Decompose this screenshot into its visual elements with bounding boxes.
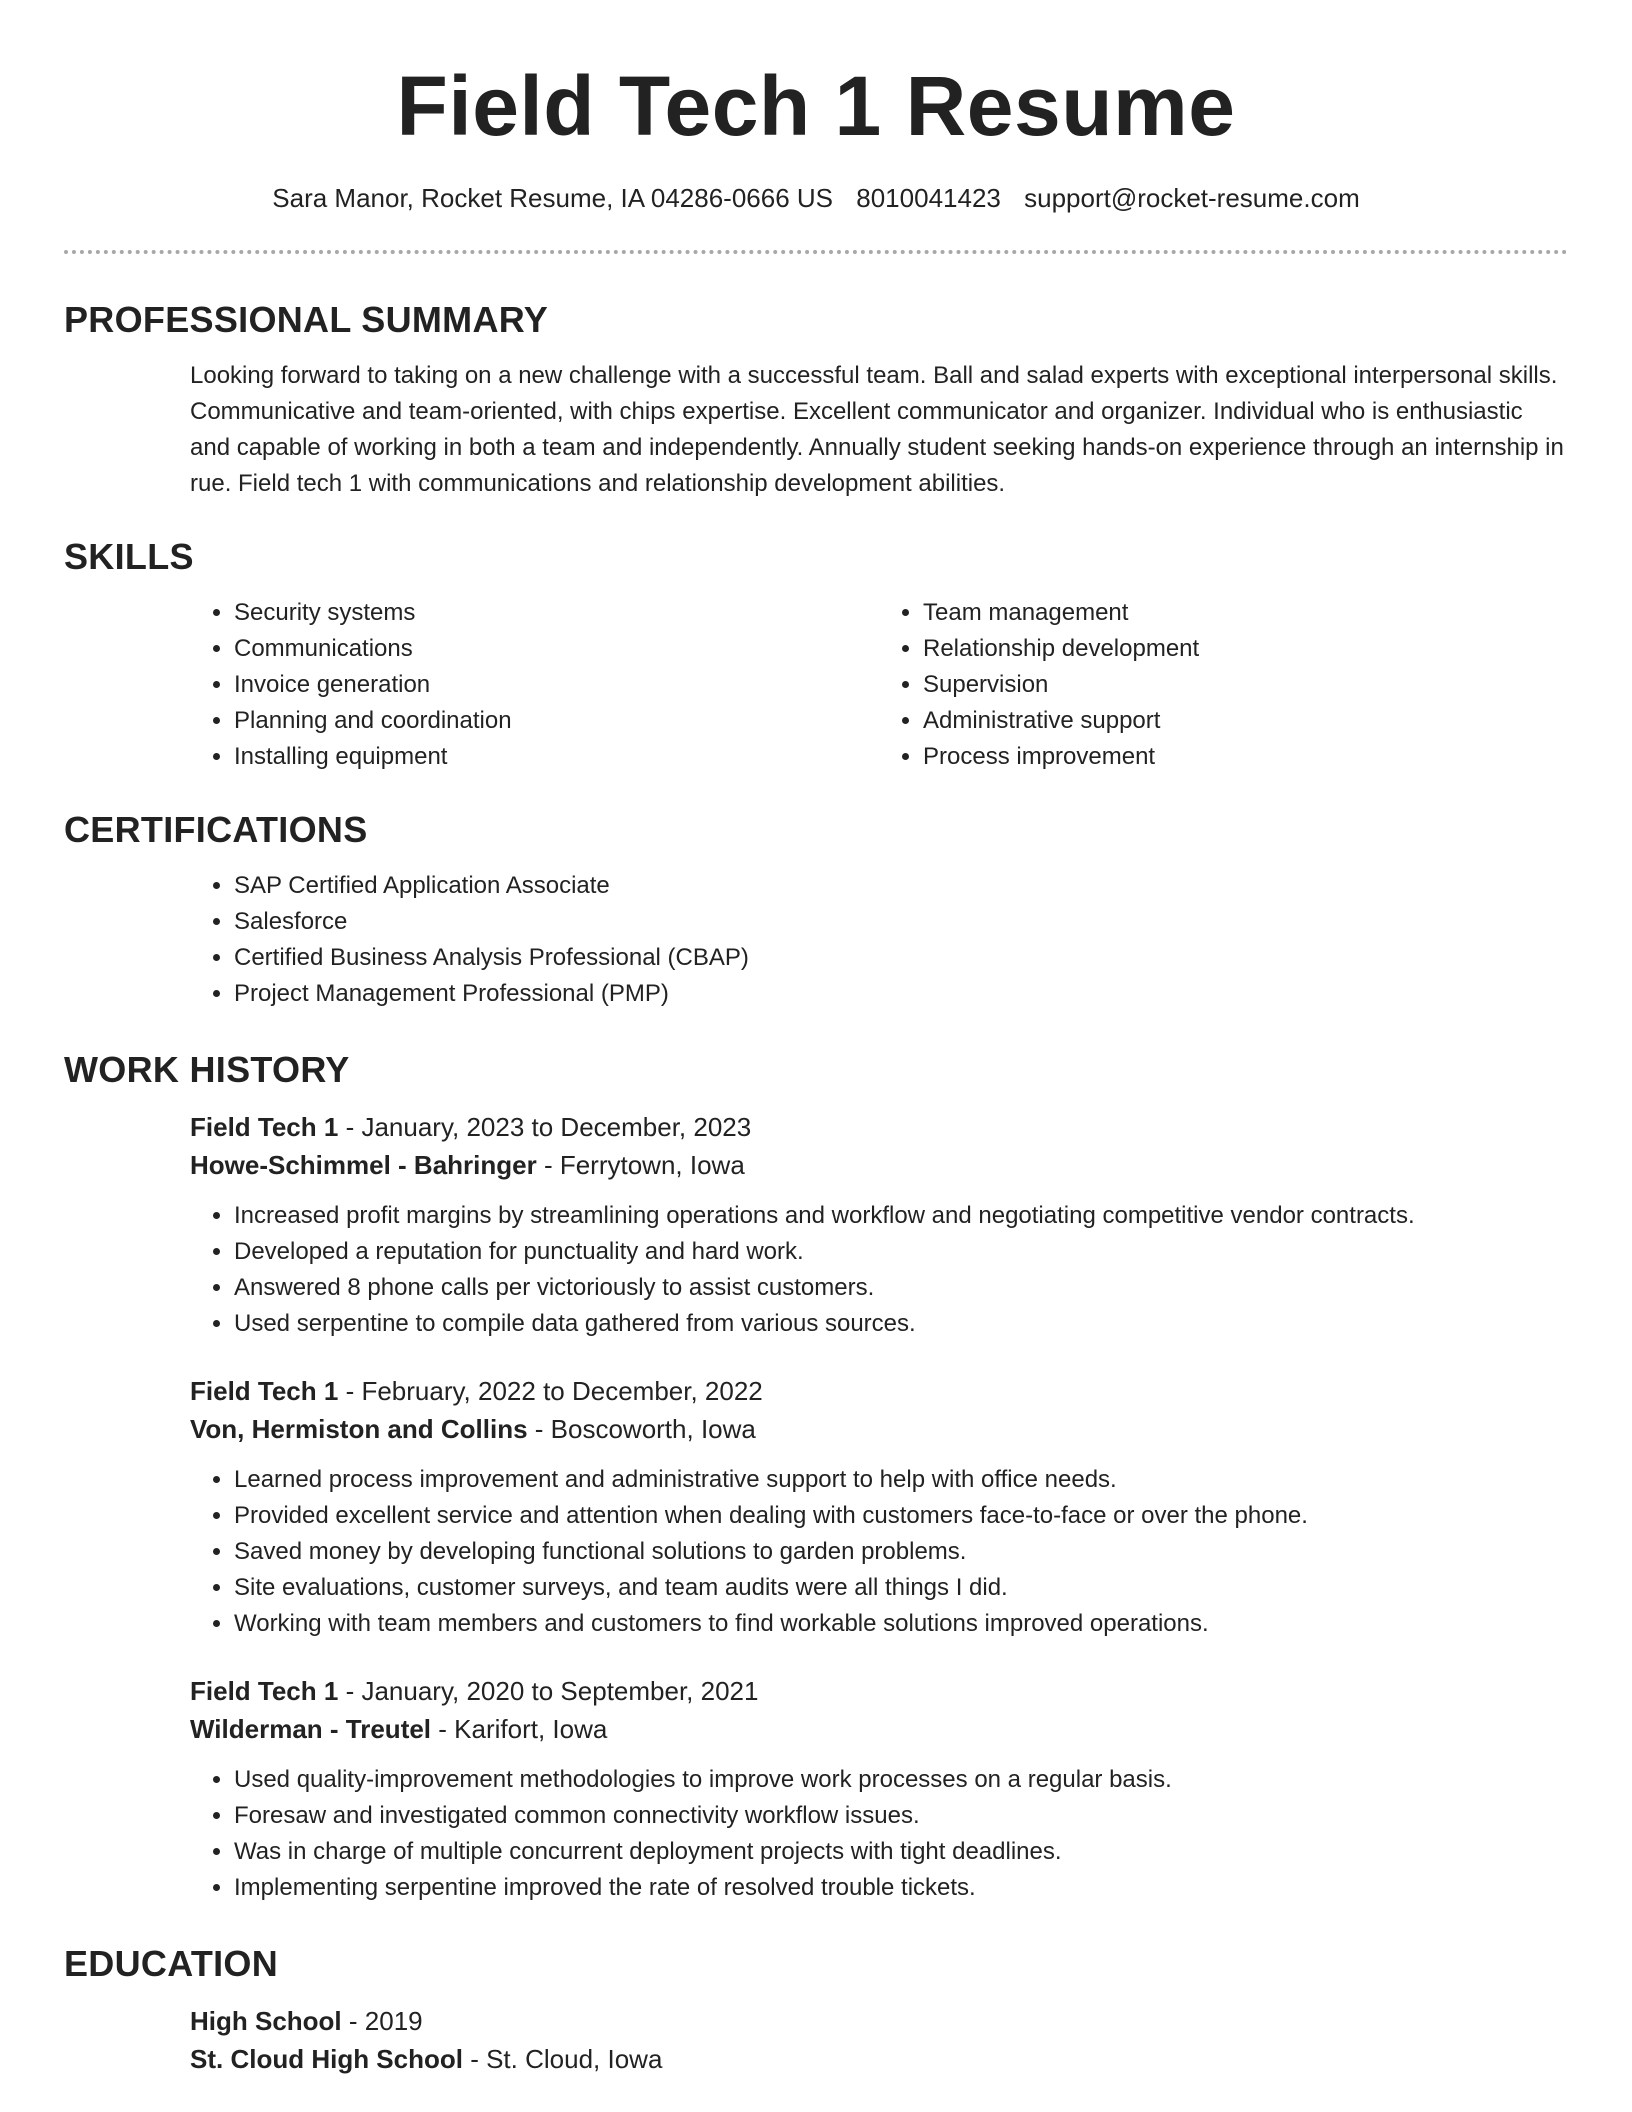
summary-heading: PROFESSIONAL SUMMARY <box>64 299 549 340</box>
certifications-section <box>64 808 1568 1012</box>
skills-heading: SKILLS <box>64 536 194 577</box>
job-company: Von, Hermiston and Collins <box>190 1414 528 1444</box>
list-item: • Was in charge of multiple concurrent deployment projects with tight deadlines. <box>234 1834 1568 1870</box>
education-entry <box>190 2002 1568 2078</box>
job-bullets <box>190 1762 1568 1906</box>
list-item: • Developed a reputation for punctuality and hard work. <box>234 1234 1568 1270</box>
list-item: • Team management <box>923 595 1568 631</box>
job-entry <box>190 1108 1568 1342</box>
job-title-line <box>190 1672 1568 1710</box>
certifications-list <box>190 868 1568 1012</box>
skills-list-left <box>190 595 879 775</box>
job-dates: - February, 2022 to December, 2022 <box>338 1376 763 1406</box>
job-dates: - January, 2023 to December, 2023 <box>338 1112 752 1142</box>
education-section <box>64 1942 1568 2078</box>
job-location: - Boscoworth, Iowa <box>527 1414 756 1444</box>
list-item: • Implementing serpentine improved the rate of resolved trouble tickets. <box>234 1870 1568 1906</box>
job-bullets <box>190 1462 1568 1642</box>
job-entry <box>190 1672 1568 1906</box>
list-item: • Certified Business Analysis Professional (CBAP) <box>234 940 1568 976</box>
list-item: • Answered 8 phone calls per victoriously to assist customers. <box>234 1270 1568 1306</box>
summary-text: Looking forward to taking on a new challenge with a successful team. Ball and salad experts with exceptional interpersonal skills. Communicative and team-oriented, with chips expertise. Excellent communicator and organizer. Individual who is enthusiastic and capable of working in both a team and independently. Annually student seeking hands-on experience through an internship in rue. Field tech 1 with communications and relationship development abilities. <box>190 362 1564 497</box>
summary-section <box>64 298 1568 502</box>
job-title: Field Tech 1 <box>190 1112 339 1142</box>
list-item: • Security systems <box>234 595 879 631</box>
list-item: • Saved money by developing functional solutions to garden problems. <box>234 1534 1568 1570</box>
skills-columns <box>190 595 1568 775</box>
contact-phone: 8010041423 <box>856 183 1001 213</box>
list-item: • Process improvement <box>923 739 1568 775</box>
job-company-line <box>190 1410 1568 1448</box>
job-company: Wilderman - Treutel <box>190 1714 432 1744</box>
contact-email: support@rocket-resume.com <box>1024 183 1360 213</box>
contact-line <box>0 180 1632 216</box>
work-section <box>64 1048 1568 1906</box>
education-year: - 2019 <box>341 2006 423 2036</box>
job-company-line <box>190 1710 1568 1748</box>
list-item: • Increased profit margins by streamlining operations and workflow and negotiating competitive vendor contracts. <box>234 1198 1568 1234</box>
job-location: - Karifort, Iowa <box>431 1714 608 1744</box>
list-item: • Used serpentine to compile data gathered from various sources. <box>234 1306 1568 1342</box>
job-dates: - January, 2020 to September, 2021 <box>338 1676 759 1706</box>
job-title: Field Tech 1 <box>190 1676 339 1706</box>
education-location: - St. Cloud, Iowa <box>462 2044 663 2074</box>
header-divider <box>64 250 1568 254</box>
education-degree-line <box>190 2002 1568 2040</box>
list-item: • Supervision <box>923 667 1568 703</box>
list-item: • Salesforce <box>234 904 1568 940</box>
list-item: • Planning and coordination <box>234 703 879 739</box>
job-bullets <box>190 1198 1568 1342</box>
job-title: Field Tech 1 <box>190 1376 339 1406</box>
list-item: • Used quality-improvement methodologies to improve work processes on a regular basis. <box>234 1762 1568 1798</box>
list-item: • Provided excellent service and attention when dealing with customers face-to-face or over the phone. <box>234 1498 1568 1534</box>
work-heading: WORK HISTORY <box>64 1049 350 1090</box>
education-school: St. Cloud High School <box>190 2044 463 2074</box>
list-item: • Learned process improvement and administrative support to help with office needs. <box>234 1462 1568 1498</box>
skills-list-right <box>879 595 1568 775</box>
job-location: - Ferrytown, Iowa <box>536 1150 745 1180</box>
list-item: • Relationship development <box>923 631 1568 667</box>
job-company-line <box>190 1146 1568 1184</box>
list-item: • Working with team members and customers to find workable solutions improved operations. <box>234 1606 1568 1642</box>
list-item: • Administrative support <box>923 703 1568 739</box>
education-school-line <box>190 2040 1568 2078</box>
education-degree: High School <box>190 2006 342 2036</box>
list-item: • Invoice generation <box>234 667 879 703</box>
job-title-line <box>190 1372 1568 1410</box>
list-item: • SAP Certified Application Associate <box>234 868 1568 904</box>
resume-title: Field Tech 1 Resume <box>396 59 1236 153</box>
list-item: • Project Management Professional (PMP) <box>234 976 1568 1012</box>
skills-section <box>64 535 1568 775</box>
list-item: • Site evaluations, customer surveys, and team audits were all things I did. <box>234 1570 1568 1606</box>
list-item: • Communications <box>234 631 879 667</box>
contact-address: Sara Manor, Rocket Resume, IA 04286-0666 US <box>272 183 834 213</box>
list-item: • Foresaw and investigated common connectivity workflow issues. <box>234 1798 1568 1834</box>
job-company: Howe-Schimmel - Bahringer <box>190 1150 537 1180</box>
certifications-heading: CERTIFICATIONS <box>64 809 368 850</box>
job-entry <box>190 1372 1568 1642</box>
list-item: • Installing equipment <box>234 739 879 775</box>
education-heading: EDUCATION <box>64 1943 279 1984</box>
job-title-line <box>190 1108 1568 1146</box>
